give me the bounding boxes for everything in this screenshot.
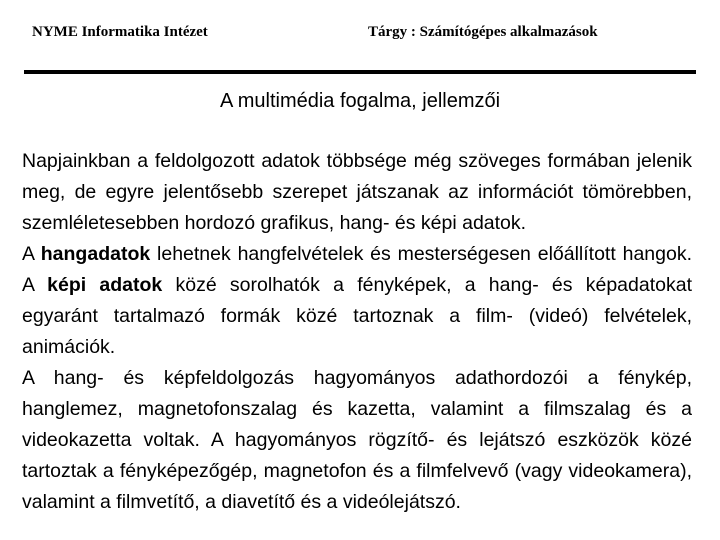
paragraph-media: A hang- és képfeldolgozás hagyományos adathordozói a fénykép, hanglemez, magnetofonszalag és kazetta, valamint a filmszalag és a videokazetta voltak. A hagyományos rögzítő- és lejátszó eszközök közé tartoztak a fényképezőgép, magnetofon és a filmfelvevő (vagy videokamera), valamint a filmvetítő, a diavetítő és a videólejátszó.	[22, 367, 692, 513]
text-run: közé sorolhatók a fényképek, a hang- és képadatokat egyaránt tartalmazó formák közé tartoznak a film- (videó) felvételek, animációk.	[22, 274, 692, 358]
paragraph-intro: Napjainkban a feldolgozott adatok többsége még szöveges formában jelenik meg, de egyre jelentősebb szerepet játszanak az információt tömörebben, szemléletesebben hordozó grafikus, hang- és képi adatok.	[22, 150, 692, 234]
term-kepi-adatok: képi adatok	[47, 274, 163, 296]
institute-header: NYME Informatika Intézet	[32, 24, 208, 40]
term-hangadatok: hangadatok	[40, 243, 151, 265]
header-divider	[24, 70, 696, 74]
text-run: A	[22, 243, 41, 265]
text-run: lehetnek hangfelvételek és mesterségesen előállított hangok. A	[22, 243, 692, 296]
slide-title: A multimédia fogalma, jellemzői	[219, 90, 501, 112]
subject-header: Tárgy : Számítógépes alkalmazások	[368, 24, 598, 40]
paragraph-data-types	[22, 239, 692, 363]
slide-body	[22, 146, 692, 518]
